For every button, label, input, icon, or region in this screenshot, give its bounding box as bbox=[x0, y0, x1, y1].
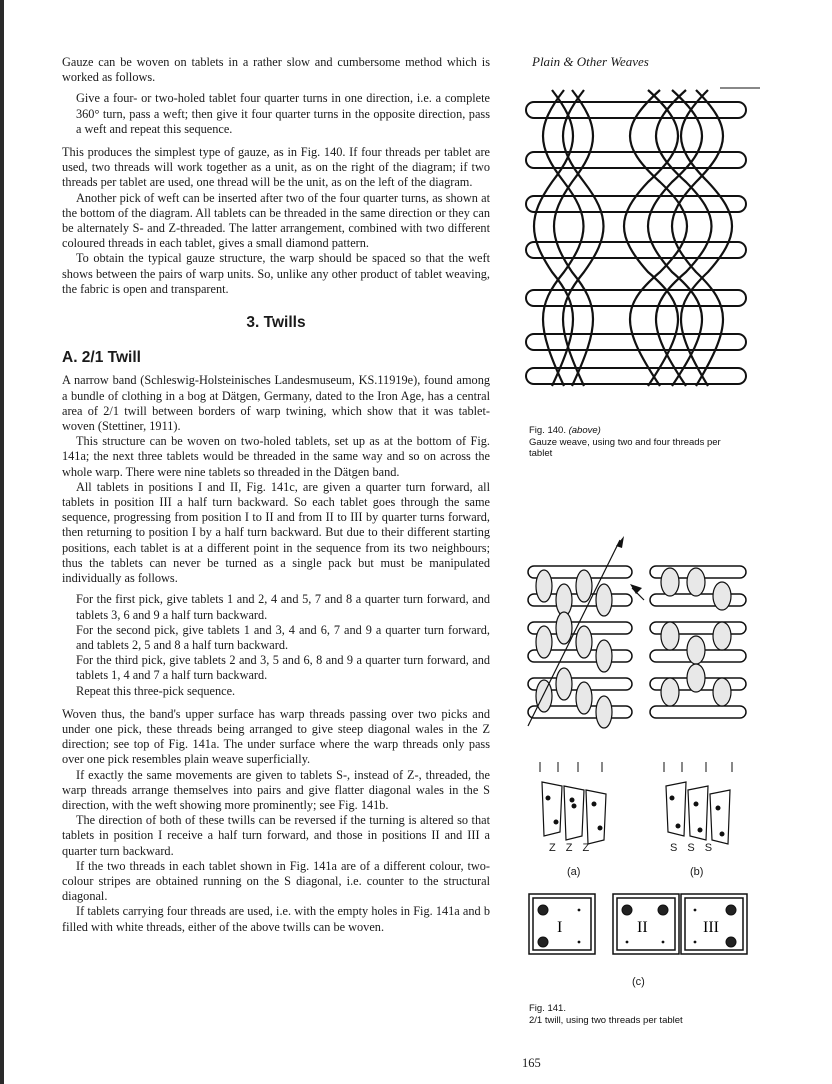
main-text-column bbox=[62, 55, 490, 935]
twill-para-3: All tablets in positions I and II, Fig. 141c, are given a quarter turn forward, all tablets in position III a half turn backward. So each tablet goes through the same sequence, progressing from position I to II and from II to III by quarter turns forward, then returning to position I by a half turn backward. But due to their different starting positions, each tablet is at a different point in the sequence from its two neighbours; thus the tablets can never be turned as a single pack but must be manipulated individually as follows. bbox=[62, 479, 490, 586]
z-letter: Z bbox=[582, 842, 600, 854]
twill-para-4: Woven thus, the band's upper surface has warp threads passing over two picks and under one pick, these threads being arranged to give steep diagonal wales in the Z direction; see top of Fig. 141a. The under surface where the warp threads only pass over one pick resembles plain weave superficially. bbox=[62, 706, 490, 767]
twill-para-1: A narrow band (Schleswig-Holsteinisches Landesmuseum, KS.11919e), found among a bundle of clothing in a bog at Dätgen, Germany, dated to the Iron Age, has a central area of 2/1 twill between borders of warp twining, which show that it was tablet-woven (Stettiner, 1911). bbox=[62, 373, 490, 434]
fig-140-label: Fig. 140. bbox=[529, 425, 566, 436]
fig-141-caption bbox=[529, 1003, 749, 1026]
section-heading: 3. Twills bbox=[246, 314, 306, 332]
fig-141b-label: (b) bbox=[690, 866, 704, 878]
s-letter: S bbox=[704, 842, 723, 854]
pick-3: For the third pick, give tablets 2 and 3, 5 and 6, 8 and 9 a quarter turn forward, and tablets 1, 4 and 7 a half turn backward. bbox=[76, 653, 490, 683]
fig-141b-twill-s bbox=[630, 566, 746, 844]
s-letters bbox=[670, 842, 760, 854]
pick-repeat: Repeat this three-pick sequence. bbox=[76, 683, 236, 698]
fig-140-gauze-diagram bbox=[520, 86, 762, 386]
z-letter: Z bbox=[549, 842, 566, 854]
twill-para-2: This structure can be woven on two-holed tablets, set up as at the bottom of Fig. 141a; the next three tablets would be threaded in the same way and so on across the whole warp. There were nine tablets so threaded in the Dätgen band. bbox=[62, 434, 490, 479]
s-letter: S bbox=[670, 842, 688, 854]
subsection-heading: A. 2/1 Twill bbox=[62, 349, 141, 367]
twill-para-6: The direction of both of these twills can be reversed if the turning is altered so that tablets in position I receive a half turn forward, and those in positions II and III a quarter turn backward. bbox=[62, 813, 490, 858]
position-label-1: I bbox=[557, 919, 563, 936]
gauze-instruction: Give a four- or two-holed tablet four quarter turns in one direction, i.e. a complete 360° turn, pass a weft; then give it four quarter turns in the opposite direction, pass a weft and repeat this sequence. bbox=[76, 91, 490, 136]
s-letter: S bbox=[687, 842, 705, 854]
gauze-para-2: Another pick of weft can be inserted after two of the four quarter turns, as shown at the bottom of the diagram. All tablets can be threaded in the same direction or they can be alternately S- and Z-threaded. The latter arrangement, combined with two different coloured threads in each tablet, gives a small diamond pattern. bbox=[62, 190, 490, 251]
running-head: Plain & Other Weaves bbox=[532, 54, 649, 69]
position-label-2: II bbox=[637, 919, 648, 936]
fig-141-text: 2/1 twill, using two threads per tablet bbox=[529, 1014, 683, 1026]
pick-2: For the second pick, give tablets 1 and 3, 4 and 6, 7 and 9 a quarter turn forward, and tablets 2, 5 and 8 a half turn backward. bbox=[76, 622, 490, 652]
fig-141a-twill-z bbox=[528, 536, 632, 844]
page-number: 165 bbox=[522, 1056, 541, 1070]
fig-141c-label: (c) bbox=[632, 976, 645, 988]
twill-para-8: If tablets carrying four threads are used, i.e. with the empty holes in Fig. 141a and b filled with white threads, either of the above twills can be woven. bbox=[62, 904, 490, 934]
fig-141a-label: (a) bbox=[567, 866, 581, 878]
gauze-intro: Gauze can be woven on tablets in a rather slow and cumbersome method which is worked as follows. bbox=[62, 55, 490, 85]
fig-140-text: Gauze weave, using two and four threads per tablet bbox=[529, 436, 721, 459]
fig-141c-positions bbox=[527, 892, 767, 958]
z-letter: Z bbox=[565, 842, 583, 854]
fig-141-label: Fig. 141. bbox=[529, 1003, 566, 1014]
z-letters bbox=[549, 842, 629, 854]
fig-141-twill-diagrams bbox=[520, 536, 760, 866]
fig-140-note: (above) bbox=[568, 425, 601, 436]
gauze-para-3: To obtain the typical gauze structure, the warp should be spaced so that the weft shows between the pairs of warp units. So, unlike any other product of tablet weaving, the fabric is open and transparent. bbox=[62, 251, 490, 296]
pick-1: For the first pick, give tablets 1 and 2, 4 and 5, 7 and 8 a quarter turn forward, and tablets 3, 6 and 9 a half turn backward. bbox=[76, 592, 490, 622]
twill-para-7: If the two threads in each tablet shown in Fig. 141a are of a different colour, two-colour stripes are obtained running on the S diagonal, i.e. counter to the structural diagonal. bbox=[62, 858, 490, 904]
position-label-3: III bbox=[703, 919, 719, 936]
fig-140-caption bbox=[529, 425, 729, 460]
twill-para-5: If exactly the same movements are given to tablets S-, instead of Z-, threaded, the warp threads arrange themselves into pairs and give flatter diagonal wales in the S direction, with the weft showing more prominently; see Fig. 141b. bbox=[62, 767, 490, 812]
scan-edge bbox=[0, 0, 4, 1084]
gauze-instruction-block bbox=[76, 91, 490, 137]
gauze-para-1: This produces the simplest type of gauze, as in Fig. 140. If four threads per tablet are used, two threads will work together as a unit, as on the right of the diagram; if two threads per tablet are used, one thread will be the unit, as on the left of the diagram. bbox=[62, 145, 490, 190]
pick-sequence-block bbox=[76, 592, 490, 698]
